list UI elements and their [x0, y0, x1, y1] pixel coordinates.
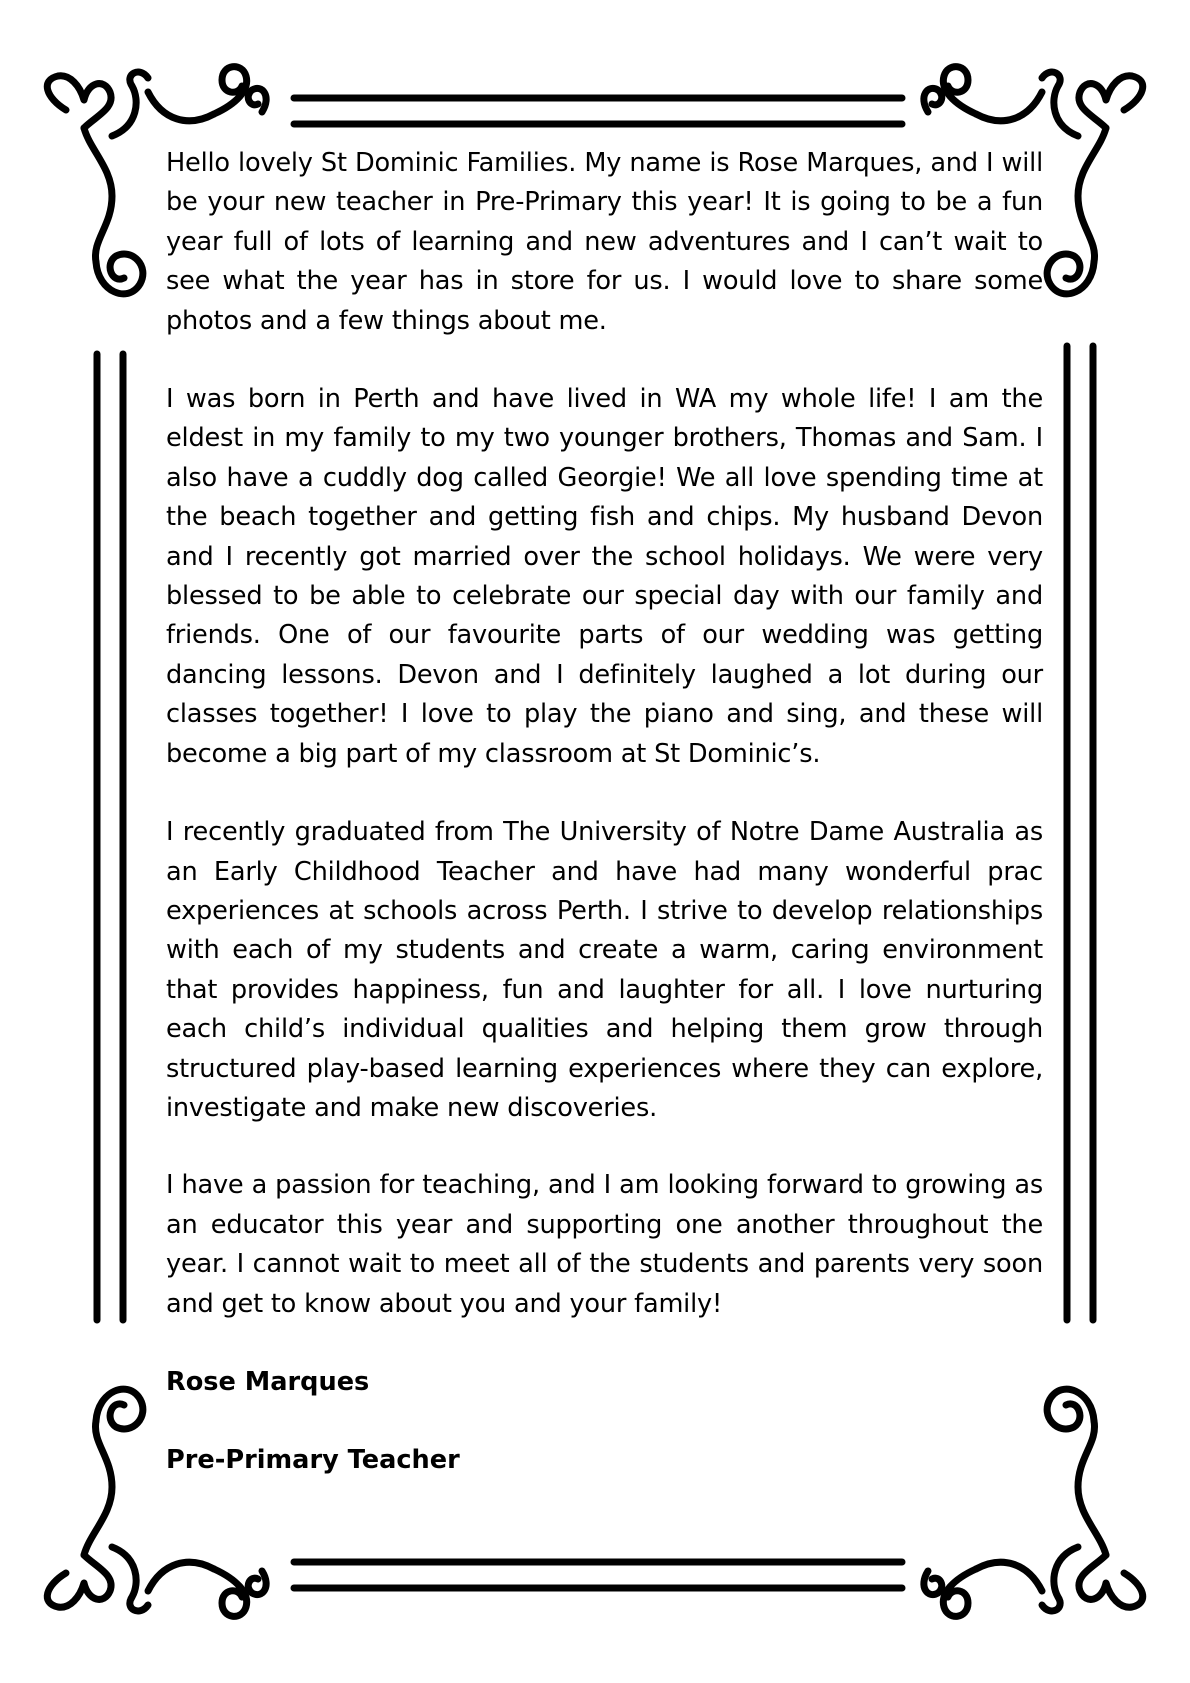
- intro-paragraph: Hello lovely St Dominic Families. My name is Rose Marques, and I will be your new teacher in Pre-Primary this year! It is going to be a fun year full of lots of learning and new adventures and I can’t wait to see what the year has in store for us. I would love to share some photos and a few things about me.: [166, 148, 1043, 336]
- top-border-lines: [294, 98, 902, 124]
- signature-role: Pre-Primary Teacher: [166, 1444, 460, 1475]
- right-border-lines: [1067, 346, 1093, 1320]
- left-border-lines: [97, 354, 123, 1320]
- bottom-border-lines: [294, 1562, 902, 1588]
- about-me-paragraph: I was born in Perth and have lived in WA my whole life! I am the eldest in my family to my two younger brothers, Thomas and Sam. I also have a cuddly dog called Georgie! We all love spending time at the beach together and getting fish and chips. My husband Devon and I recently got married over the school holidays. We were very blessed to be able to celebrate our special day with our family and friends. One of our favourite parts of our wedding was getting dancing lessons. Devon and I definitely laughed a lot during our classes together! I love to play the piano and sing, and these will become a big part of my classroom at St Dominic’s.: [166, 384, 1043, 769]
- teaching-background-paragraph: I recently graduated from The University of Notre Dame Australia as an Early Childhood Teacher and have had many wonderful prac experiences at schools across Perth. I strive to develop relationships with each of my students and create a warm, caring environment that provides happiness, fun and laughter for all. I love nurturing each child’s individual qualities and helping them grow through structured play-based learning experiences where they can explore, investigate and make new discoveries.: [166, 817, 1043, 1123]
- letter-body: [166, 144, 1043, 1480]
- signature-name: Rose Marques: [166, 1366, 370, 1397]
- closing-paragraph: I have a passion for teaching, and I am looking forward to growing as an educator this year and supporting one another throughout the year. I cannot wait to meet all of the students and parents very soon and get to know about you and your family!: [166, 1170, 1043, 1319]
